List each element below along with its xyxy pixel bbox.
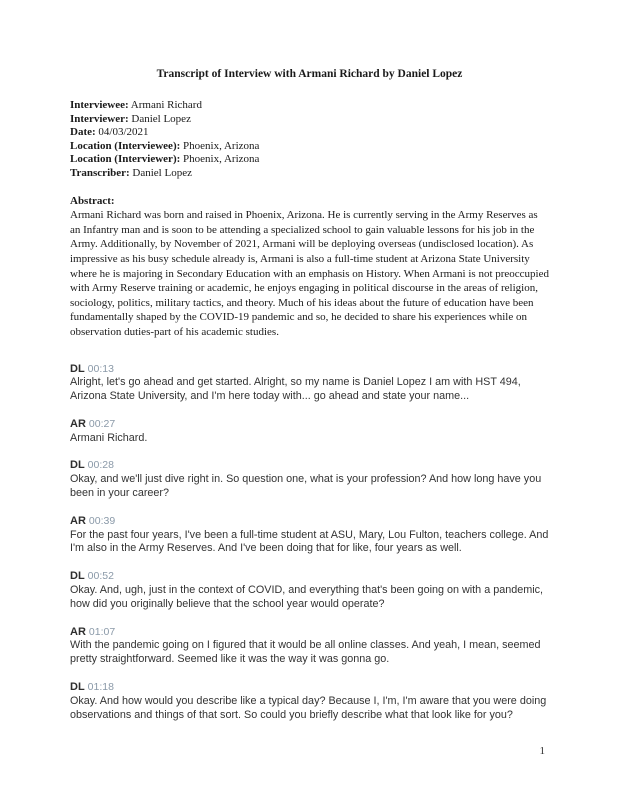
transcript-entry-header [70, 418, 549, 432]
metadata-label: Date: [70, 126, 96, 139]
transcript-entry-text: Armani Richard. [70, 431, 148, 444]
metadata-value: 04/03/2021 [98, 126, 149, 139]
transcript-entry-header [70, 681, 549, 695]
metadata-label: Interviewee: [70, 99, 129, 111]
transcript-entry-text: Alright, let's go ahead and get started. Alright, so my name is Daniel Lopez I am with HST 494, Arizona State University, and I'm here today with... go ahead and state your name... [70, 376, 521, 403]
metadata-location-interviewer [70, 153, 549, 167]
transcript-entry [70, 681, 549, 722]
abstract-body: Armani Richard was born and raised in Phoenix, Arizona. He is currently serving in the Army Reserves as an Infantry man and is soon to be attending a specialized school to gain valuable lessons for his job in the Army. Additionally, by November of 2021, Armani will be deploying overseas (undisclosed location). As impressive as his busy schedule already is, Armani is also a full-time student at Arizona State University where he is majoring in Secondary Education with an emphasis on History. When Armani is not preoccupied with Army Reserve training or academic, he enjoys engaging in political discourse in the areas of religion, sociology, politics, military tactics, and theory. Much of his ideas about the future of education have been fundamentally shaped by the COVID-19 pandemic and so, he decided to share his experiences while on observation duties-part of his academic studies. [70, 209, 549, 338]
speaker-initials: AR [70, 625, 86, 638]
metadata-value: Armani Richard [130, 99, 202, 111]
transcript-entry-header [70, 570, 549, 584]
transcript-entry-text: Okay. And how would you describe like a typical day? Because I, I'm, I'm aware that you were doing observations and things of that sort. So could you briefly describe what that look like for you? [70, 694, 547, 721]
metadata-value: Daniel Lopez [131, 112, 191, 125]
timestamp: 00:28 [87, 459, 114, 472]
metadata-label: Location (Interviewee): [70, 139, 181, 152]
timestamp: 00:52 [87, 570, 114, 583]
metadata-interviewee [70, 99, 549, 113]
transcript-entry [70, 418, 549, 446]
metadata-value: Daniel Lopez [132, 166, 192, 179]
transcript-entry-header [70, 515, 549, 529]
timestamp: 00:13 [87, 362, 114, 375]
page-title: Transcript of Interview with Armani Richard by Daniel Lopez [156, 68, 463, 80]
transcript-entry [70, 363, 549, 404]
transcript-entry-header [70, 626, 549, 640]
transcript-entry [70, 459, 549, 500]
speaker-initials: DL [70, 362, 85, 375]
speaker-initials: AR [70, 417, 86, 430]
transcript-entry-text: Okay, and we'll just dive right in. So question one, what is your profession? And how long have you been in your career? [70, 473, 542, 500]
speaker-initials: DL [70, 459, 85, 472]
metadata-block [70, 99, 549, 181]
transcript-entry [70, 626, 549, 667]
transcript-entry [70, 515, 549, 556]
metadata-value: Phoenix, Arizona [183, 153, 260, 166]
transcript-entry-header [70, 363, 549, 377]
metadata-transcriber [70, 167, 549, 181]
transcript-entry-text: With the pandemic going on I figured that it would be all online classes. And yeah, I mean, seemed pretty straightforward. Seemed like it was the way it was gonna go. [70, 639, 541, 666]
timestamp: 01:18 [87, 681, 114, 694]
metadata-interviewer [70, 113, 549, 127]
metadata-location-interviewee [70, 140, 549, 154]
transcript-entry-text: Okay. And, ugh, just in the context of COVID, and everything that's been going on with a pandemic, how did you originally believe that the school year would operate? [70, 584, 544, 610]
metadata-value: Phoenix, Arizona [183, 139, 260, 152]
metadata-date [70, 126, 549, 140]
speaker-initials: DL [70, 681, 85, 694]
transcript-entry-header [70, 459, 549, 473]
speaker-initials: DL [70, 570, 85, 583]
transcript-entry [70, 570, 549, 611]
page-number: 1 [539, 745, 545, 757]
metadata-label: Transcriber: [70, 166, 130, 179]
abstract-heading: Abstract: [70, 194, 115, 207]
metadata-label: Interviewer: [70, 112, 129, 125]
transcript-section [70, 363, 549, 723]
transcript-entry-text: For the past four years, I've been a full-time student at ASU, Mary, Lou Fulton, teachers college. And I'm also in the Army Reserves. And I've been doing that for like, four years as well. [70, 528, 549, 555]
metadata-label: Location (Interviewer): [70, 153, 181, 166]
abstract-section [70, 194, 549, 340]
speaker-initials: AR [70, 514, 86, 527]
timestamp: 01:07 [88, 625, 116, 638]
timestamp: 00:39 [88, 514, 116, 527]
timestamp: 00:27 [88, 417, 116, 430]
